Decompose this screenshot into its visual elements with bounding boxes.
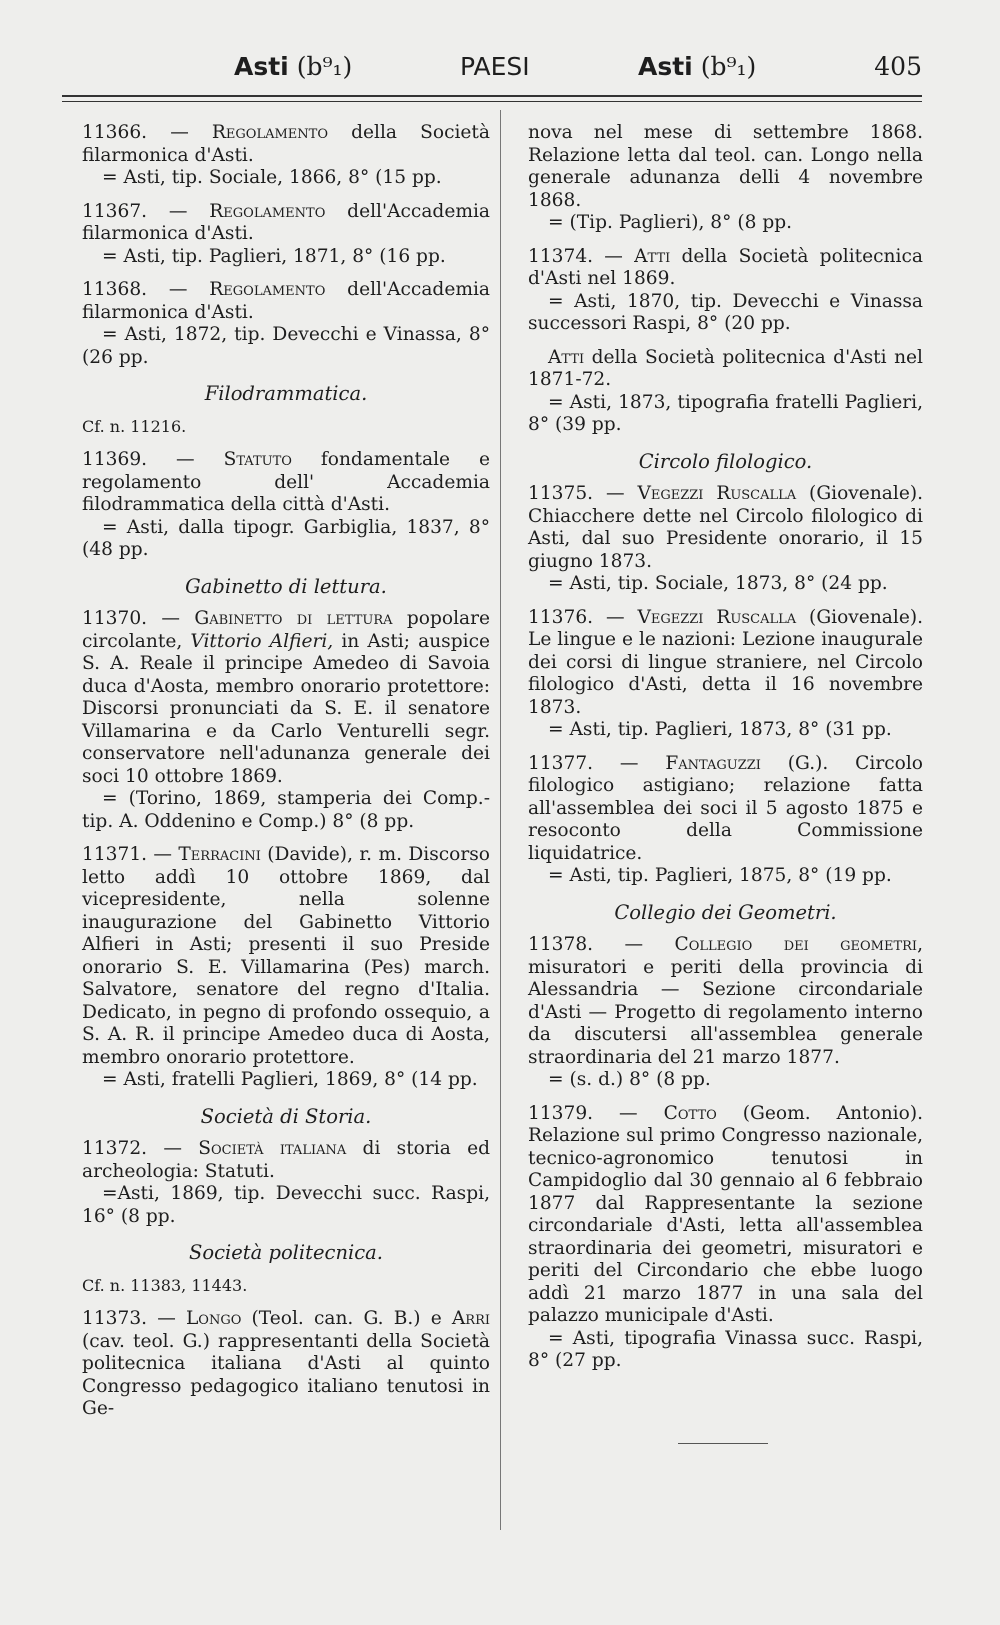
- section-heading-politecnica: Società politecnica.: [189, 1241, 383, 1264]
- entry-11378: [528, 934, 923, 1092]
- entry-number: 11367. —: [82, 200, 210, 222]
- entry-number: 11378. —: [528, 934, 675, 955]
- entry-title: della Società filarmonica d'Asti.: [82, 122, 490, 166]
- entry-11371: [82, 844, 490, 1092]
- entry-11368: [82, 279, 490, 369]
- entry-publication: = Asti, tip. Sociale, 1866, 8° (15 pp.: [102, 167, 442, 188]
- header-rule-thin: [62, 101, 922, 102]
- entry-publication: = Asti, tip. Sociale, 1873, 8° (24 pp.: [548, 573, 888, 594]
- column-divider: [500, 110, 501, 1530]
- entry-publication: = Asti, tip. Paglieri, 1871, 8° (16 pp.: [102, 245, 446, 267]
- entry-publication: = Asti, tip. Paglieri, 1873, 8° (31 pp.: [548, 719, 892, 740]
- entry-author: Atti: [548, 346, 585, 368]
- entry-title-cont: in Asti; auspice S. A. Reale il principe Amedeo di Savoia duca d'Aosta, membro onorario protettore: Discorsi pronunciati da S. E. il senatore Villamarina e da Carlo Venturelli segr. conservatore nell'adunanza generale dei soci 10 ottobre 1869.: [82, 630, 490, 787]
- entry-11369: [82, 449, 490, 562]
- entry-publication: = Asti, 1873, tipografia fratelli Paglieri, 8° (39 pp.: [528, 391, 923, 435]
- entry-publication: = (s. d.) 8° (8 pp.: [548, 1069, 711, 1090]
- header-center: PAESI: [460, 52, 530, 81]
- entry-11373: [82, 1308, 490, 1421]
- section-heading-storia: Società di Storia.: [200, 1104, 372, 1128]
- entry-author: Fantaguzzi: [665, 752, 761, 774]
- entry-author: Collegio dei geometri: [674, 934, 918, 955]
- header-right-code: (b⁹₁): [692, 52, 757, 81]
- entry-coauthor: Arri: [451, 1308, 490, 1329]
- entry-continuation: nova nel mese di settembre 1868. Relazione letta dal teol. can. Longo nella generale adunanza delli 4 novembre 1868.: [528, 122, 923, 211]
- entry-author: Cotto: [663, 1102, 717, 1124]
- entry-number: 11374. —: [528, 245, 635, 267]
- entry-publication: = Asti, tipografia Vinassa succ. Raspi, 8° (27 pp.: [528, 1327, 923, 1371]
- section-heading-filodrammatica: Filodrammatica.: [204, 382, 368, 405]
- section-end-rule: [678, 1443, 768, 1444]
- header-right: [638, 52, 756, 81]
- right-column: [528, 122, 923, 1384]
- entry-number: 11372. —: [82, 1138, 199, 1159]
- entry-title: (Davide), r. m. Discorso letto addì 10 ottobre 1869, dal vicepresidente, nella solenne inaugurazione del Gabinetto Vittorio Alfieri in Asti; presenti il suo Preside onorario S. E. Villamarina (Pes) march. Salvatore, senatore del regno d'Italia. Dedicato, in pegno di profondo ossequio, a S. A. R. il principe Amedeo duca di Aosta, membro onorario protettore.: [82, 844, 490, 1068]
- entry-11375: [528, 483, 923, 596]
- entry-title-cont: (cav. teol. G.) rappresentanti della Società politecnica italiana d'Asti al quinto Congresso pedagogico italiano tenutosi in Ge-: [82, 1330, 490, 1419]
- entry-title-italic: Vittorio Alfieri,: [190, 630, 334, 652]
- entry-title: (Giovenale). Le lingue e le nazioni: Lezione inaugurale dei corsi di lingue straniere, nel Circolo filologico d'Asti, detta il 16 novembre 1873.: [528, 606, 923, 718]
- entry-publication: = Asti, tip. Paglieri, 1875, 8° (19 pp.: [548, 865, 892, 886]
- entry-title: della Società politecnica d'Asti nel 1869.: [528, 245, 923, 289]
- entry-title: dell'Accademia filarmonica d'Asti.: [82, 200, 490, 244]
- entry-number: 11377. —: [528, 752, 666, 774]
- entry-author: Vegezzi Ruscalla: [637, 606, 797, 628]
- cross-reference: Cf. n. 11216.: [82, 416, 187, 436]
- header-right-title: Asti: [638, 52, 693, 81]
- cross-reference: Cf. n. 11383, 11443.: [82, 1275, 248, 1295]
- entry-title: popolare circolante,: [82, 608, 490, 652]
- entry-publication: = Asti, 1870, tip. Devecchi e Vinassa successori Raspi, 8° (20 pp.: [528, 290, 923, 334]
- header-left-title: Asti: [234, 52, 289, 81]
- entry-number: 11379. —: [528, 1102, 664, 1124]
- entry-author: Regolamento: [209, 279, 326, 300]
- entry-title: (Teol. can. G. B.) e: [241, 1308, 452, 1329]
- entry-publication: = (Tip. Paglieri), 8° (8 pp.: [548, 212, 793, 233]
- entry-number: 11376. —: [528, 606, 638, 628]
- entry-title: (G.). Circolo filologico astigiano; relazione fatta all'assemblea dei soci il 5 agosto 1875 e resoconto della Commissione liquidatrice.: [528, 752, 923, 864]
- section-heading-geometri: Collegio dei Geometri.: [614, 900, 837, 924]
- entry-number: 11373. —: [82, 1308, 186, 1329]
- entry-11374: [528, 246, 923, 336]
- entry-title: , misuratori e periti della provincia di Alessandria — Sezione circondariale d'Asti — Progetto di regolamento interno da discutersi all'assemblea generale straordinaria del 21 marzo 1877.: [528, 934, 923, 1068]
- entry-author: Vegezzi Ruscalla: [637, 483, 797, 504]
- entry-title: dell'Accademia filarmonica d'Asti.: [82, 279, 490, 323]
- entry-11376: [528, 607, 923, 742]
- section-heading-circolo: Circolo filologico.: [638, 449, 813, 473]
- entry-publication: =Asti, 1869, tip. Devecchi succ. Raspi, 16° (8 pp.: [82, 1183, 490, 1227]
- entry-number: 11370. —: [82, 608, 195, 629]
- entry-11367: [82, 201, 490, 269]
- entry-11379: [528, 1103, 923, 1373]
- entry-11370: [82, 608, 490, 833]
- entry-number: 11371. —: [82, 844, 179, 865]
- header-left: [234, 52, 352, 81]
- entry-publication: = Asti, 1872, tip. Devecchi e Vinassa, 8° (26 pp.: [82, 324, 490, 368]
- entry-number: 11366. —: [82, 122, 212, 143]
- entry-11366: [82, 122, 490, 190]
- entry-author: Gabinetto di lettura: [194, 608, 393, 629]
- entry-publication: = Asti, fratelli Paglieri, 1869, 8° (14 pp.: [102, 1069, 478, 1090]
- entry-number: 11375. —: [528, 483, 638, 504]
- entry-title: (Geom. Antonio). Relazione sul primo Congresso nazionale, tecnico-agronomico tenutosi in Campidoglio dal 30 gennaio al 6 febbraio 1877 dal Rappresentante la sezione circondariale d'Asti, letta all'assemblea straordinaria dei geometri, misuratori e periti del Circondario che ebbe luogo addì 21 marzo 1877 in una sala del palazzo municipale d'Asti.: [528, 1102, 923, 1326]
- left-column: [82, 122, 490, 1432]
- entry-title: (Giovenale). Chiacchere dette nel Circolo filologico di Asti, dal suo Presidente onorario, il 15 giugno 1873.: [528, 483, 923, 572]
- entry-atti-1871: [528, 347, 923, 437]
- entry-11372: [82, 1138, 490, 1228]
- entry-author: Atti: [634, 245, 671, 267]
- section-heading-gabinetto: Gabinetto di lettura.: [185, 574, 387, 598]
- entry-author: Regolamento: [211, 122, 328, 143]
- entry-title: della Società politecnica d'Asti nel 1871-72.: [528, 346, 923, 390]
- page-number: 405: [874, 52, 922, 81]
- running-header: [60, 52, 922, 92]
- entry-title: fondamentale e regolamento dell' Accademia filodrammatica della città d'Asti.: [82, 449, 490, 515]
- header-left-code: (b⁹₁): [288, 52, 353, 81]
- entry-author: Società italiana: [198, 1138, 347, 1159]
- entry-publication: = Asti, dalla tipogr. Garbiglia, 1837, 8° (48 pp.: [82, 516, 490, 560]
- header-rule: [62, 95, 922, 97]
- entry-11373-continued: [528, 122, 923, 235]
- entry-11377: [528, 753, 923, 888]
- entry-publication: = (Torino, 1869, stamperia dei Comp.-tip. A. Oddenino e Comp.) 8° (8 pp.: [82, 788, 490, 832]
- entry-author: Regolamento: [209, 200, 326, 222]
- entry-number: 11369. —: [82, 449, 224, 470]
- entry-title: di storia ed archeologia: Statuti.: [82, 1138, 490, 1182]
- entry-author: Terracini: [178, 844, 261, 865]
- entry-author: Statuto: [223, 449, 292, 470]
- entry-author: Longo: [185, 1308, 242, 1329]
- entry-number: 11368. —: [82, 279, 210, 300]
